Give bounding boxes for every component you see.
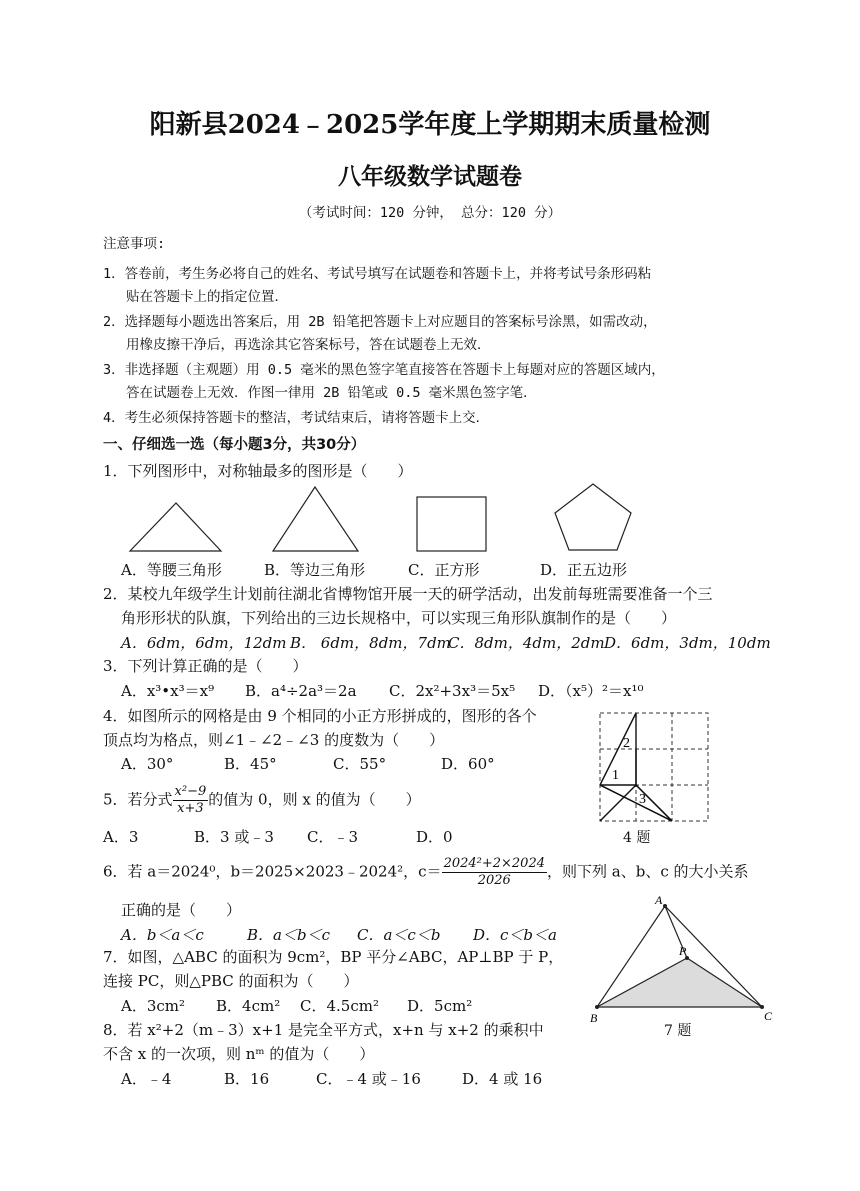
paper-subtitle: 八年级数学试题卷 — [338, 163, 522, 190]
q8-option: D．4 或 16 — [462, 1070, 543, 1088]
q2-option: A．6dm，6dm，12dm — [121, 634, 287, 652]
q6-stem-a: 6．若 a＝2024⁰，b＝2025×2023﹣2024²，c＝ — [103, 862, 442, 881]
notes-heading: 注意事项: — [103, 236, 166, 252]
shaded-triangle-pbc — [597, 958, 762, 1007]
note-item: 4．考生必须保持答题卡的整洁，考试结束后，请将答题卡上交． — [103, 410, 490, 426]
note-item: 贴在答题卡上的指定位置． — [126, 289, 288, 305]
q7-stem: 连接 PC，则△PBC 的面积为（ ） — [103, 972, 359, 990]
q2-stem: 角形形状的队旗，下列给出的三边长规格中，可以实现三角形队旗制作的是（ ） — [121, 609, 677, 627]
vertex-label: B — [590, 1011, 598, 1025]
q5-option: A．3 — [103, 828, 139, 846]
q5-prefix: 5．若分式 — [103, 790, 173, 809]
note-item: 答在试题卷上无效．作图一律用 2B 铅笔或 0.5 毫米黑色签字笔． — [126, 385, 537, 401]
q3-option: C．2x²+3x³＝5x⁵ — [389, 682, 516, 700]
q8-stem: 8．若 x²+2（m﹣3）x+1 是完全平方式，x+n 与 x+2 的乘积中 — [103, 1021, 544, 1039]
q4-option: A．30° — [121, 755, 174, 773]
q8-stem: 不含 x 的一次项，则 nᵐ 的值为（ ） — [103, 1045, 375, 1063]
q1-option: A．等腰三角形 — [121, 561, 222, 579]
q8-option: B．16 — [224, 1070, 270, 1088]
q5-suffix: 的值为 0，则 x 的值为（ ） — [208, 790, 421, 809]
q5-option: C．﹣3 — [307, 828, 359, 846]
q4-option: B．45° — [224, 755, 277, 773]
q6-denominator: 2026 — [477, 873, 511, 888]
q7-option: C．4.5cm² — [300, 997, 379, 1015]
vertex-label: P — [679, 944, 687, 958]
note-item: 2．选择题每小题选出答案后，用 2B 铅笔把答题卡上对应题目的答案标号涂黑，如需改动， — [103, 314, 657, 330]
q8-option: C．﹣4 或﹣16 — [316, 1070, 421, 1088]
angle-label: 1 — [612, 768, 619, 783]
q7-option: D．5cm² — [407, 997, 473, 1015]
exam-info: （考试时间：120 分钟， 总分：120 分） — [298, 205, 562, 221]
q6-option: D．c＜b＜a — [473, 926, 557, 944]
angle-label: 2 — [623, 736, 630, 751]
q5-denominator: x+3 — [177, 801, 204, 816]
note-item: 1．答卷前，考生务必将自己的姓名、考试号填写在试题卷和答题卡上，并将考试号条形码粘 — [103, 266, 652, 282]
q5-option: B．3 或﹣3 — [194, 828, 274, 846]
q4-option: D．60° — [441, 755, 495, 773]
section-title: 一、仔细选一选（每小题3分，共30分） — [103, 437, 366, 453]
q1-option: B．等边三角形 — [264, 561, 366, 579]
q6-option: B．a＜b＜c — [247, 926, 330, 944]
q7-option: B．4cm² — [216, 997, 281, 1015]
vertex-label: A — [655, 893, 663, 907]
q6-option: C．a＜c＜b — [357, 926, 441, 944]
q5-option: D．0 — [416, 828, 453, 846]
q3-stem: 3．下列计算正确的是（ ） — [103, 657, 308, 675]
q2-option: B． 6dm，8dm，7dm — [290, 634, 451, 652]
q4-stem: 4．如图所示的网格是由 9 个相同的小正方形拼成的，图形的各个 — [103, 707, 537, 725]
angle-label: 3 — [639, 792, 646, 807]
q3-option: B．a⁴÷2a³＝2a — [245, 682, 357, 700]
exam-title: 阳新县2024﹣2025学年度上学期期末质量检测 — [149, 110, 711, 140]
q1-option: C．正方形 — [408, 561, 480, 579]
q3-option: D．（x⁵）²＝x¹⁰ — [538, 682, 644, 700]
q7-caption: 7 题 — [664, 1023, 692, 1039]
q2-option: D．6dm，3dm，10dm — [604, 634, 771, 652]
q7-option: A．3cm² — [121, 997, 186, 1015]
note-item: 3．非选择题（主观题）用 0.5 毫米的黑色签字笔直接答在答题卡上每题对应的答题区域内， — [103, 362, 665, 378]
vertex-label: C — [764, 1009, 773, 1023]
q6-numerator: 2024²+2×2024 — [443, 856, 545, 871]
q7-stem: 7．如图，△ABC 的面积为 9cm²，BP 平分∠ABC，AP⊥BP 于 P， — [103, 948, 564, 966]
q3-option: A．x³•x³＝x⁹ — [121, 682, 215, 700]
q1-stem: 1．下列图形中，对称轴最多的图形是（ ） — [103, 462, 413, 480]
q6-stem: 正确的是（ ） — [121, 901, 242, 919]
q4-option: C．55° — [333, 755, 387, 773]
q6-option: A．b＜a＜c — [121, 926, 204, 944]
q2-option: C．8dm，4dm，2dm — [448, 634, 605, 652]
q5-numerator: x²−9 — [174, 784, 207, 799]
q4-stem: 顶点均为格点，则∠1﹣∠2﹣∠3 的度数为（ ） — [103, 731, 445, 749]
q4-caption: 4 题 — [623, 830, 651, 846]
q2-stem: 2．某校九年级学生计划前往湖北省博物馆开展一天的研学活动，出发前每班需要准备一个三 — [103, 585, 713, 603]
q8-option: A．﹣4 — [121, 1070, 172, 1088]
note-item: 用橡皮擦干净后，再选涂其它答案标号，答在试题卷上无效． — [126, 337, 491, 353]
q1-option: D．正五边形 — [540, 561, 628, 579]
q6-stem-b: ，则下列 a、b、c 的大小关系 — [547, 862, 749, 881]
